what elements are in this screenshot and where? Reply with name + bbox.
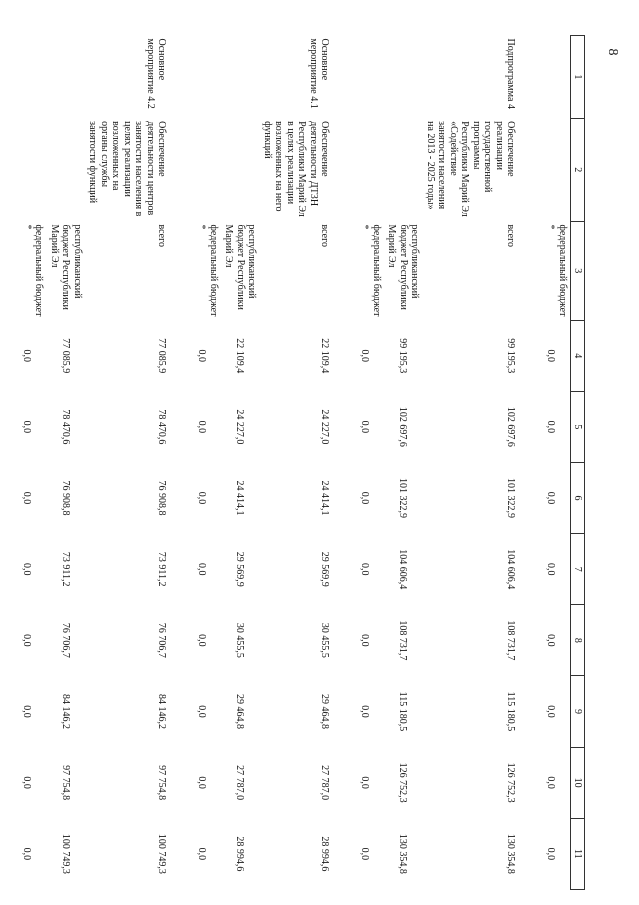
value-cell: 0,0 <box>545 705 556 718</box>
value-cell: 0,0 <box>359 847 370 861</box>
value-cell: 0,0 <box>196 420 207 434</box>
description-cell: Обеспечение деятельности ДТЗН Республики Марий Эл в целях реализации возложенных на него функций <box>262 121 331 217</box>
source-cell: федеральный бюджет * <box>545 224 568 317</box>
measure-name-cell <box>47 36 86 119</box>
col-header: 7 <box>571 534 585 605</box>
value-cell: 0,0 <box>196 705 207 718</box>
source-cell: всего <box>156 224 168 247</box>
description-cell <box>47 118 86 221</box>
value-cell: 76 908,8 <box>60 480 71 516</box>
description-cell <box>194 118 222 221</box>
value-cell: 76 908,8 <box>156 480 168 516</box>
table-row <box>357 36 385 890</box>
value-cell: 0,0 <box>196 349 207 362</box>
measure-name-cell <box>384 36 423 119</box>
value-cell: 115 180,5 <box>505 691 517 732</box>
value-cell: 0,0 <box>359 349 370 362</box>
value-cell: 27 787,0 <box>319 765 331 801</box>
value-cell: 22 109,4 <box>234 338 246 374</box>
value-cell: 0,0 <box>545 776 556 789</box>
measure-name-cell: Основное мероприятие 4.2 <box>145 38 168 109</box>
value-cell: 0,0 <box>196 634 207 647</box>
col-header: 11 <box>571 818 585 889</box>
measure-name-cell <box>19 36 47 119</box>
value-cell: 0,0 <box>359 705 370 718</box>
value-cell: 29 569,9 <box>319 551 331 587</box>
value-cell: 101 322,9 <box>505 478 517 519</box>
value-cell: 28 994,6 <box>319 836 331 872</box>
table-row <box>384 36 423 890</box>
description-cell <box>221 118 260 221</box>
value-cell: 0,0 <box>359 562 370 576</box>
value-cell: 0,0 <box>21 491 33 505</box>
col-header: 10 <box>571 747 585 818</box>
value-cell: 102 697,6 <box>397 406 409 447</box>
source-cell: всего <box>505 224 517 247</box>
table-row <box>47 36 86 890</box>
description-cell <box>543 118 571 221</box>
value-cell: 0,0 <box>545 491 556 505</box>
value-cell: 28 994,6 <box>234 836 246 872</box>
value-cell: 29 464,8 <box>319 694 331 729</box>
value-cell: 97 754,8 <box>60 765 71 801</box>
value-cell: 0,0 <box>21 776 33 789</box>
table-row <box>543 36 571 890</box>
table-row <box>85 36 194 890</box>
value-cell: 78 470,6 <box>156 409 168 445</box>
value-cell: 0,0 <box>545 634 556 647</box>
value-cell: 100 749,3 <box>60 833 71 874</box>
measure-name-cell <box>221 36 260 119</box>
source-cell: республиканский бюджет Республики Марий Эл <box>386 224 421 310</box>
value-cell: 0,0 <box>359 491 370 505</box>
value-cell: 130 354,8 <box>397 833 409 874</box>
value-cell: 24 414,1 <box>319 480 331 516</box>
table-row <box>423 36 543 890</box>
value-cell: 99 195,3 <box>505 338 517 374</box>
value-cell: 0,0 <box>21 349 33 362</box>
value-cell: 0,0 <box>545 420 556 434</box>
value-cell: 73 911,2 <box>60 551 71 587</box>
value-cell: 97 754,8 <box>156 765 168 801</box>
description-cell: Обеспечение реализации государственной программы Республики Марий Эл «Содействие занятости населения на 2013 - 2025 годы» <box>425 121 517 217</box>
measure-name-cell: Основное мероприятие 4.1 <box>308 38 331 109</box>
source-cell: федеральный бюджет * <box>196 224 219 317</box>
value-cell: 0,0 <box>21 634 33 647</box>
value-cell: 0,0 <box>196 562 207 576</box>
value-cell: 22 109,4 <box>319 338 331 374</box>
measure-name-cell: Подпрограмма 4 <box>505 38 517 109</box>
value-cell: 0,0 <box>359 634 370 647</box>
value-cell: 102 697,6 <box>505 406 517 447</box>
value-cell: 0,0 <box>21 420 33 434</box>
value-cell: 0,0 <box>196 491 207 505</box>
value-cell: 76 706,7 <box>60 622 71 658</box>
source-cell: федеральный бюджет * <box>359 224 382 317</box>
value-cell: 99 195,3 <box>397 338 409 374</box>
value-cell: 76 706,7 <box>156 622 168 658</box>
source-cell: республиканский бюджет Республики Марий Эл <box>223 224 258 310</box>
value-cell: 77 085,9 <box>156 338 168 374</box>
col-header: 6 <box>571 462 585 533</box>
value-cell: 0,0 <box>545 847 556 861</box>
value-cell: 73 911,2 <box>156 551 168 587</box>
value-cell: 29 464,8 <box>234 694 246 729</box>
rotated-page <box>21 35 585 890</box>
source-cell: всего <box>319 224 331 247</box>
value-cell: 0,0 <box>21 705 33 718</box>
description-cell <box>357 118 385 221</box>
table-row <box>221 36 260 890</box>
source-cell: федеральный бюджет * <box>22 224 45 317</box>
measure-name-cell <box>357 36 385 119</box>
value-cell: 0,0 <box>21 847 33 861</box>
value-cell: 115 180,5 <box>397 691 409 732</box>
col-header: 5 <box>571 391 585 462</box>
value-cell: 78 470,6 <box>60 409 71 445</box>
col-header: 4 <box>571 320 585 391</box>
col-header: 9 <box>571 676 585 747</box>
value-cell: 24 414,1 <box>234 480 246 516</box>
value-cell: 29 569,9 <box>234 551 246 587</box>
value-cell: 0,0 <box>359 776 370 789</box>
value-cell: 104 606,4 <box>397 549 409 590</box>
value-cell: 0,0 <box>196 847 207 861</box>
header-row <box>571 36 585 890</box>
value-cell: 30 455,5 <box>319 622 331 658</box>
col-header: 2 <box>571 118 585 221</box>
page-number: 8 <box>605 48 620 56</box>
budget-table <box>19 35 585 890</box>
table-row <box>194 36 222 890</box>
value-cell: 84 146,2 <box>60 694 71 729</box>
value-cell: 0,0 <box>196 776 207 789</box>
value-cell: 100 749,3 <box>156 833 168 874</box>
description-cell: Обеспечение деятельности центров занятости населения в целях реализации возложенных на органы службы занятости функций <box>87 121 168 217</box>
value-cell: 24 227,0 <box>319 409 331 445</box>
measure-name-cell <box>194 36 222 119</box>
col-header: 8 <box>571 605 585 676</box>
col-header: 3 <box>571 221 585 320</box>
value-cell: 101 322,9 <box>397 478 409 519</box>
value-cell: 0,0 <box>21 562 33 576</box>
measure-name-cell <box>543 36 571 119</box>
value-cell: 104 606,4 <box>505 549 517 590</box>
table-row <box>19 36 47 890</box>
table-row <box>260 36 357 890</box>
value-cell: 30 455,5 <box>234 622 246 658</box>
value-cell: 77 085,9 <box>60 338 71 374</box>
value-cell: 108 731,7 <box>397 620 409 661</box>
description-cell <box>19 118 47 221</box>
source-cell: республиканский бюджет Республики Марий Эл <box>49 224 83 310</box>
value-cell: 108 731,7 <box>505 620 517 661</box>
value-cell: 126 752,3 <box>505 762 517 803</box>
value-cell: 24 227,0 <box>234 409 246 445</box>
value-cell: 27 787,0 <box>234 765 246 801</box>
value-cell: 0,0 <box>545 562 556 576</box>
value-cell: 84 146,2 <box>156 694 168 729</box>
description-cell <box>384 118 423 221</box>
value-cell: 130 354,8 <box>505 833 517 874</box>
value-cell: 0,0 <box>545 349 556 362</box>
value-cell: 0,0 <box>359 420 370 434</box>
col-header: 1 <box>571 36 585 119</box>
value-cell: 126 752,3 <box>397 762 409 803</box>
